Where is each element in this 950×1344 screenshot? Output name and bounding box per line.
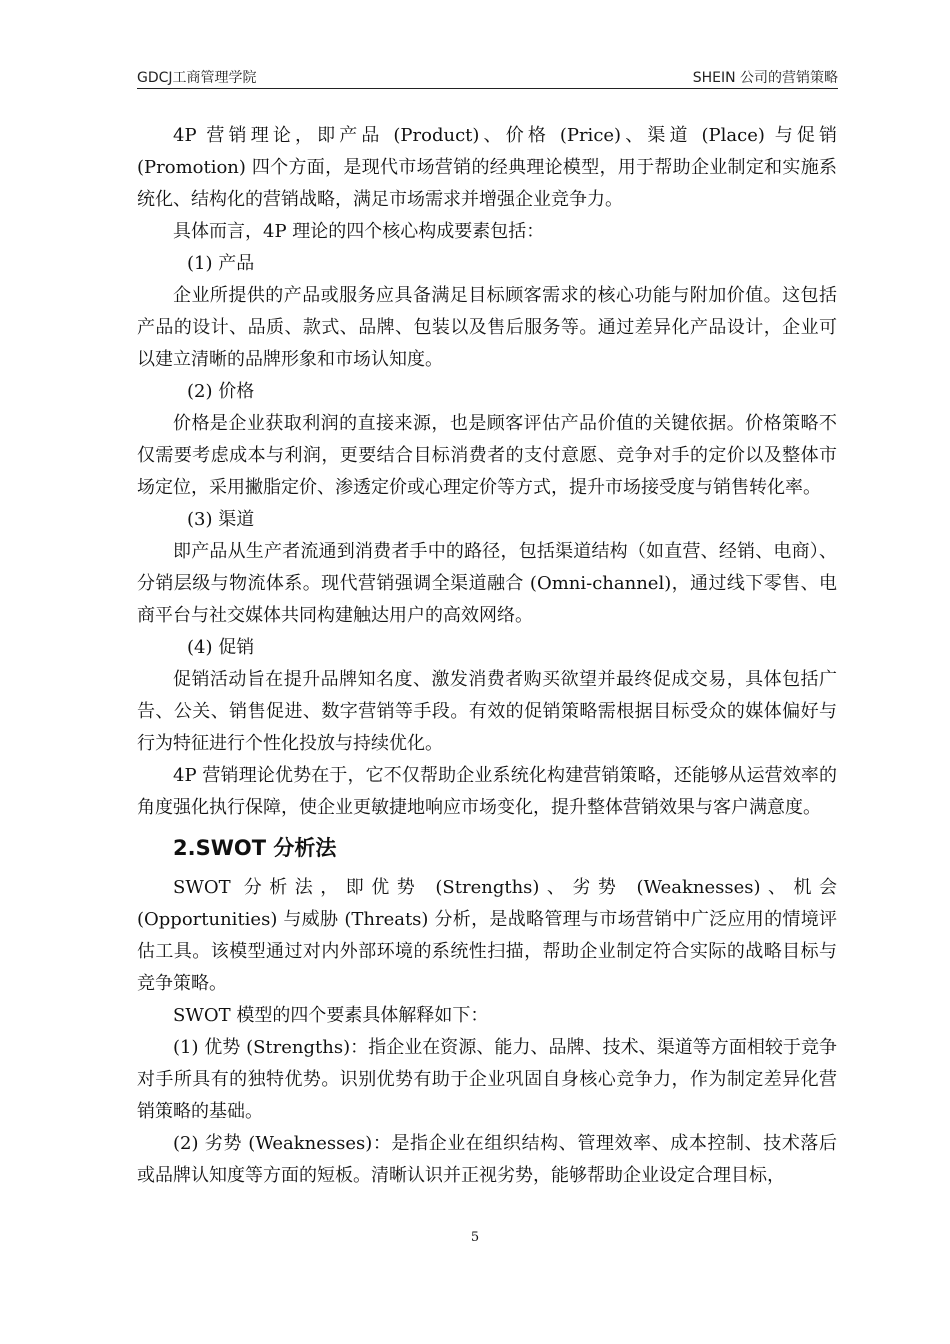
paragraph-4p-advantage: 4P 营销理论优势在于，它不仅帮助企业系统化构建营销策略，还能够从运营效率的角度强化执行保障，使企业更敏捷地响应市场变化，提升整体营销效果与客户满意度。: [137, 765, 837, 818]
item-price: (2) 价格: [187, 381, 255, 402]
paragraph-strengths: (1) 优势 (Strengths)：指企业在资源、能力、品牌、技术、渠道等方面相较于竞争对手所具有的独特优势。识别优势有助于企业巩固自身核心竞争力，作为制定差异化营销策略的基础。: [137, 1037, 837, 1122]
header-title: SHEIN 公司的营销策略: [692, 70, 838, 86]
item-product: (1) 产品: [187, 253, 255, 274]
item-promotion: (4) 促销: [187, 637, 255, 658]
paragraph-swot-intro: SWOT 分析法，即优势 (Strengths)、劣势 (Weaknesses)、机会 (Opportunities) 与威胁 (Threats) 分析，是战略管理与市场营销中广泛应用的情境评估工具。该模型通过对内外部环境的系统性扫描，帮助企业制定符合实际的战略目标与竞争策略。: [137, 877, 837, 994]
page-number: 5: [470, 1230, 480, 1245]
paragraph-4p-intro: 4P 营销理论，即产品 (Product)、价格 (Price)、渠道 (Place) 与促销 (Promotion) 四个方面，是现代市场营销的经典理论模型，用于帮助企业制定和实施系统化、结构化的营销战略，满足市场需求并增强企业竞争力。: [137, 125, 837, 210]
paragraph-promotion: 促销活动旨在提升品牌知名度、激发消费者购买欲望并最终促成交易，具体包括广告、公关、销售促进、数字营销等手段。有效的促销策略需根据目标受众的媒体偏好与行为特征进行个性化投放与持续优化。: [137, 669, 837, 754]
page-header: [137, 64, 838, 89]
paragraph-4p-elements: 具体而言，4P 理论的四个核心构成要素包括：: [173, 221, 545, 242]
paragraph-product: 企业所提供的产品或服务应具备满足目标顾客需求的核心功能与附加价值。这包括产品的设计、品质、款式、品牌、包装以及售后服务等。通过差异化产品设计，企业可以建立清晰的品牌形象和市场认知度。: [137, 285, 837, 370]
paragraph-place: 即产品从生产者流通到消费者手中的路径，包括渠道结构（如直营、经销、电商）、分销层级与物流体系。现代营销强调全渠道融合 (Omni-channel)，通过线下零售、电商平台与社交媒体共同构建触达用户的高效网络。: [137, 541, 837, 626]
section-heading-swot: 2.SWOT 分析法: [173, 836, 337, 860]
paragraph-swot-elements: SWOT 模型的四个要素具体解释如下：: [173, 1005, 489, 1026]
page-body: [137, 120, 837, 1192]
paragraph-weaknesses: (2) 劣势 (Weaknesses)：是指企业在组织结构、管理效率、成本控制、技术落后或品牌认知度等方面的短板。清晰认识并正视劣势，能够帮助企业设定合理目标，: [137, 1133, 837, 1186]
paragraph-price: 价格是企业获取利润的直接来源，也是顾客评估产品价值的关键依据。价格策略不仅需要考虑成本与利润，更要结合目标消费者的支付意愿、竞争对手的定价以及整体市场定位，采用撇脂定价、渗透定价或心理定价等方式，提升市场接受度与销售转化率。: [137, 413, 837, 498]
header-school: GDCJ工商管理学院: [137, 70, 257, 86]
item-place: (3) 渠道: [187, 509, 255, 530]
